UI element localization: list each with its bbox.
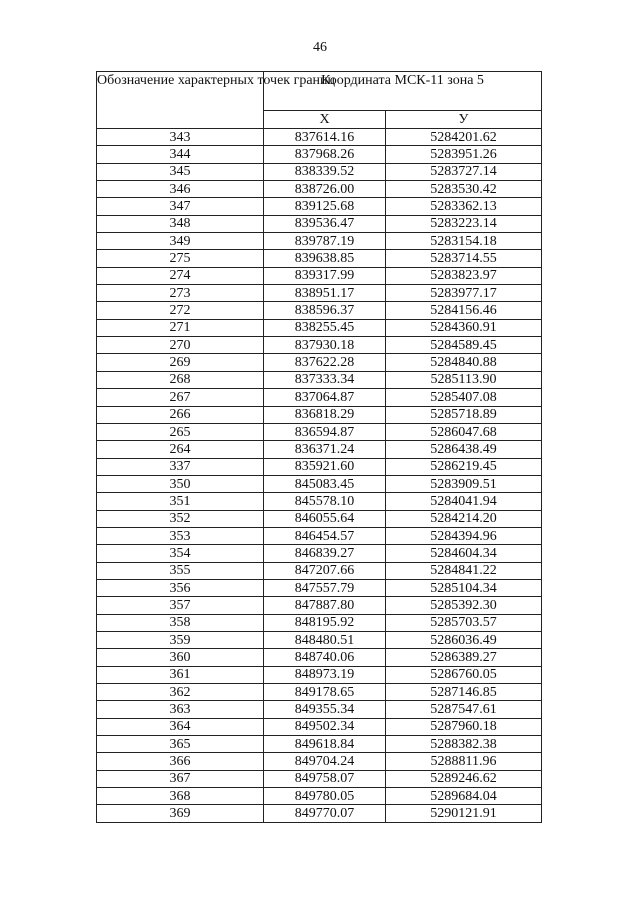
y-cell: 5285407.08: [386, 389, 542, 406]
y-cell: 5286438.49: [386, 441, 542, 458]
table-row: [97, 736, 542, 753]
point-cell: 361: [97, 666, 264, 683]
table-row: [97, 684, 542, 701]
point-cell: 274: [97, 267, 264, 284]
point-cell: 355: [97, 562, 264, 579]
y-cell: 5287547.61: [386, 701, 542, 718]
x-cell: 848195.92: [264, 614, 386, 631]
point-cell: 364: [97, 718, 264, 735]
y-cell: 5284041.94: [386, 493, 542, 510]
y-cell: 5287146.85: [386, 684, 542, 701]
table-row: [97, 129, 542, 146]
table-row: [97, 562, 542, 579]
x-cell: 836818.29: [264, 406, 386, 423]
y-cell: 5283909.51: [386, 475, 542, 492]
table-row: [97, 181, 542, 198]
y-cell: 5284394.96: [386, 527, 542, 544]
y-cell: 5283977.17: [386, 285, 542, 302]
y-cell: 5284156.46: [386, 302, 542, 319]
point-cell: 366: [97, 753, 264, 770]
point-cell: 266: [97, 406, 264, 423]
x-cell: 848480.51: [264, 631, 386, 648]
table-row: [97, 770, 542, 787]
table-row: [97, 788, 542, 805]
point-cell: 344: [97, 146, 264, 163]
table-row: [97, 510, 542, 527]
y-cell: 5286389.27: [386, 649, 542, 666]
x-cell: 847887.80: [264, 597, 386, 614]
y-cell: 5286047.68: [386, 423, 542, 440]
x-cell: 848973.19: [264, 666, 386, 683]
point-cell: 265: [97, 423, 264, 440]
x-cell: 849780.05: [264, 788, 386, 805]
point-cell: 264: [97, 441, 264, 458]
point-cell: 347: [97, 198, 264, 215]
table-row: [97, 458, 542, 475]
y-cell: 5286036.49: [386, 631, 542, 648]
x-cell: 836594.87: [264, 423, 386, 440]
y-cell: 5288382.38: [386, 736, 542, 753]
header-y: У: [386, 111, 542, 129]
table-row: [97, 406, 542, 423]
y-cell: 5283727.14: [386, 163, 542, 180]
table-row: [97, 233, 542, 250]
x-cell: 839787.19: [264, 233, 386, 250]
table-row: [97, 666, 542, 683]
table-row: [97, 718, 542, 735]
x-cell: 849618.84: [264, 736, 386, 753]
y-cell: 5288811.96: [386, 753, 542, 770]
table-row: [97, 371, 542, 388]
y-cell: 5289684.04: [386, 788, 542, 805]
x-cell: 837968.26: [264, 146, 386, 163]
y-cell: 5284589.45: [386, 337, 542, 354]
table-row: [97, 475, 542, 492]
point-cell: 268: [97, 371, 264, 388]
table-row: [97, 423, 542, 440]
point-cell: 369: [97, 805, 264, 822]
table-row: [97, 649, 542, 666]
header-x: X: [264, 111, 386, 129]
table-row: [97, 701, 542, 718]
point-cell: 270: [97, 337, 264, 354]
point-cell: 272: [97, 302, 264, 319]
point-cell: 362: [97, 684, 264, 701]
point-cell: 271: [97, 319, 264, 336]
x-cell: 838726.00: [264, 181, 386, 198]
table-header: [97, 72, 542, 129]
point-cell: 359: [97, 631, 264, 648]
point-cell: 351: [97, 493, 264, 510]
table-row: [97, 753, 542, 770]
y-cell: 5286219.45: [386, 458, 542, 475]
table-row: [97, 319, 542, 336]
y-cell: 5283154.18: [386, 233, 542, 250]
x-cell: 849502.34: [264, 718, 386, 735]
y-cell: 5289246.62: [386, 770, 542, 787]
x-cell: 837930.18: [264, 337, 386, 354]
point-cell: 349: [97, 233, 264, 250]
y-cell: 5283362.13: [386, 198, 542, 215]
x-cell: 836371.24: [264, 441, 386, 458]
point-cell: 360: [97, 649, 264, 666]
table-row: [97, 163, 542, 180]
table-row: [97, 267, 542, 284]
y-cell: 5285104.34: [386, 579, 542, 596]
x-cell: 837064.87: [264, 389, 386, 406]
x-cell: 835921.60: [264, 458, 386, 475]
x-cell: 849355.34: [264, 701, 386, 718]
y-cell: 5283530.42: [386, 181, 542, 198]
point-cell: 368: [97, 788, 264, 805]
point-cell: 357: [97, 597, 264, 614]
x-cell: 846055.64: [264, 510, 386, 527]
x-cell: 847207.66: [264, 562, 386, 579]
x-cell: 849704.24: [264, 753, 386, 770]
x-cell: 839536.47: [264, 215, 386, 232]
table-row: [97, 493, 542, 510]
point-cell: 352: [97, 510, 264, 527]
point-cell: 350: [97, 475, 264, 492]
table-row: [97, 389, 542, 406]
coordinates-table: [96, 71, 542, 823]
point-cell: 337: [97, 458, 264, 475]
y-cell: 5283223.14: [386, 215, 542, 232]
point-cell: 346: [97, 181, 264, 198]
point-cell: 356: [97, 579, 264, 596]
y-cell: 5283951.26: [386, 146, 542, 163]
y-cell: 5283714.55: [386, 250, 542, 267]
x-cell: 849178.65: [264, 684, 386, 701]
point-cell: 275: [97, 250, 264, 267]
point-cell: 269: [97, 354, 264, 371]
table-row: [97, 441, 542, 458]
y-cell: 5284604.34: [386, 545, 542, 562]
point-cell: 345: [97, 163, 264, 180]
x-cell: 846839.27: [264, 545, 386, 562]
y-cell: 5286760.05: [386, 666, 542, 683]
y-cell: 5285703.57: [386, 614, 542, 631]
y-cell: 5284840.88: [386, 354, 542, 371]
header-coordinate-system: Координата МСК-11 зона 5: [264, 72, 542, 111]
table-row: [97, 215, 542, 232]
x-cell: 837622.28: [264, 354, 386, 371]
x-cell: 849758.07: [264, 770, 386, 787]
x-cell: 839638.85: [264, 250, 386, 267]
table-row: [97, 337, 542, 354]
table-row: [97, 302, 542, 319]
point-cell: 348: [97, 215, 264, 232]
table-row: [97, 285, 542, 302]
y-cell: 5284841.22: [386, 562, 542, 579]
table-row: [97, 146, 542, 163]
y-cell: 5290121.91: [386, 805, 542, 822]
x-cell: 838255.45: [264, 319, 386, 336]
point-cell: 354: [97, 545, 264, 562]
y-cell: 5284214.20: [386, 510, 542, 527]
x-cell: 845083.45: [264, 475, 386, 492]
x-cell: 839317.99: [264, 267, 386, 284]
x-cell: 848740.06: [264, 649, 386, 666]
y-cell: 5283823.97: [386, 267, 542, 284]
x-cell: 849770.07: [264, 805, 386, 822]
table-body: [97, 129, 542, 823]
x-cell: 838951.17: [264, 285, 386, 302]
x-cell: 839125.68: [264, 198, 386, 215]
y-cell: 5285718.89: [386, 406, 542, 423]
table-row: [97, 579, 542, 596]
y-cell: 5285392.30: [386, 597, 542, 614]
page-number: 46: [313, 40, 327, 55]
table-row: [97, 354, 542, 371]
point-cell: 358: [97, 614, 264, 631]
x-cell: 838596.37: [264, 302, 386, 319]
point-cell: 353: [97, 527, 264, 544]
y-cell: 5287960.18: [386, 718, 542, 735]
point-cell: 267: [97, 389, 264, 406]
x-cell: 837333.34: [264, 371, 386, 388]
x-cell: 847557.79: [264, 579, 386, 596]
table-row: [97, 250, 542, 267]
table-row: [97, 545, 542, 562]
x-cell: 837614.16: [264, 129, 386, 146]
x-cell: 845578.10: [264, 493, 386, 510]
header-point-designation: Обозначение характерных точек границ: [97, 72, 264, 129]
point-cell: 365: [97, 736, 264, 753]
y-cell: 5284360.91: [386, 319, 542, 336]
table-row: [97, 198, 542, 215]
y-cell: 5284201.62: [386, 129, 542, 146]
point-cell: 273: [97, 285, 264, 302]
x-cell: 846454.57: [264, 527, 386, 544]
point-cell: 363: [97, 701, 264, 718]
table-row: [97, 614, 542, 631]
table-row: [97, 805, 542, 822]
y-cell: 5285113.90: [386, 371, 542, 388]
point-cell: 343: [97, 129, 264, 146]
table-row: [97, 631, 542, 648]
point-cell: 367: [97, 770, 264, 787]
x-cell: 838339.52: [264, 163, 386, 180]
table-row: [97, 597, 542, 614]
table-row: [97, 527, 542, 544]
